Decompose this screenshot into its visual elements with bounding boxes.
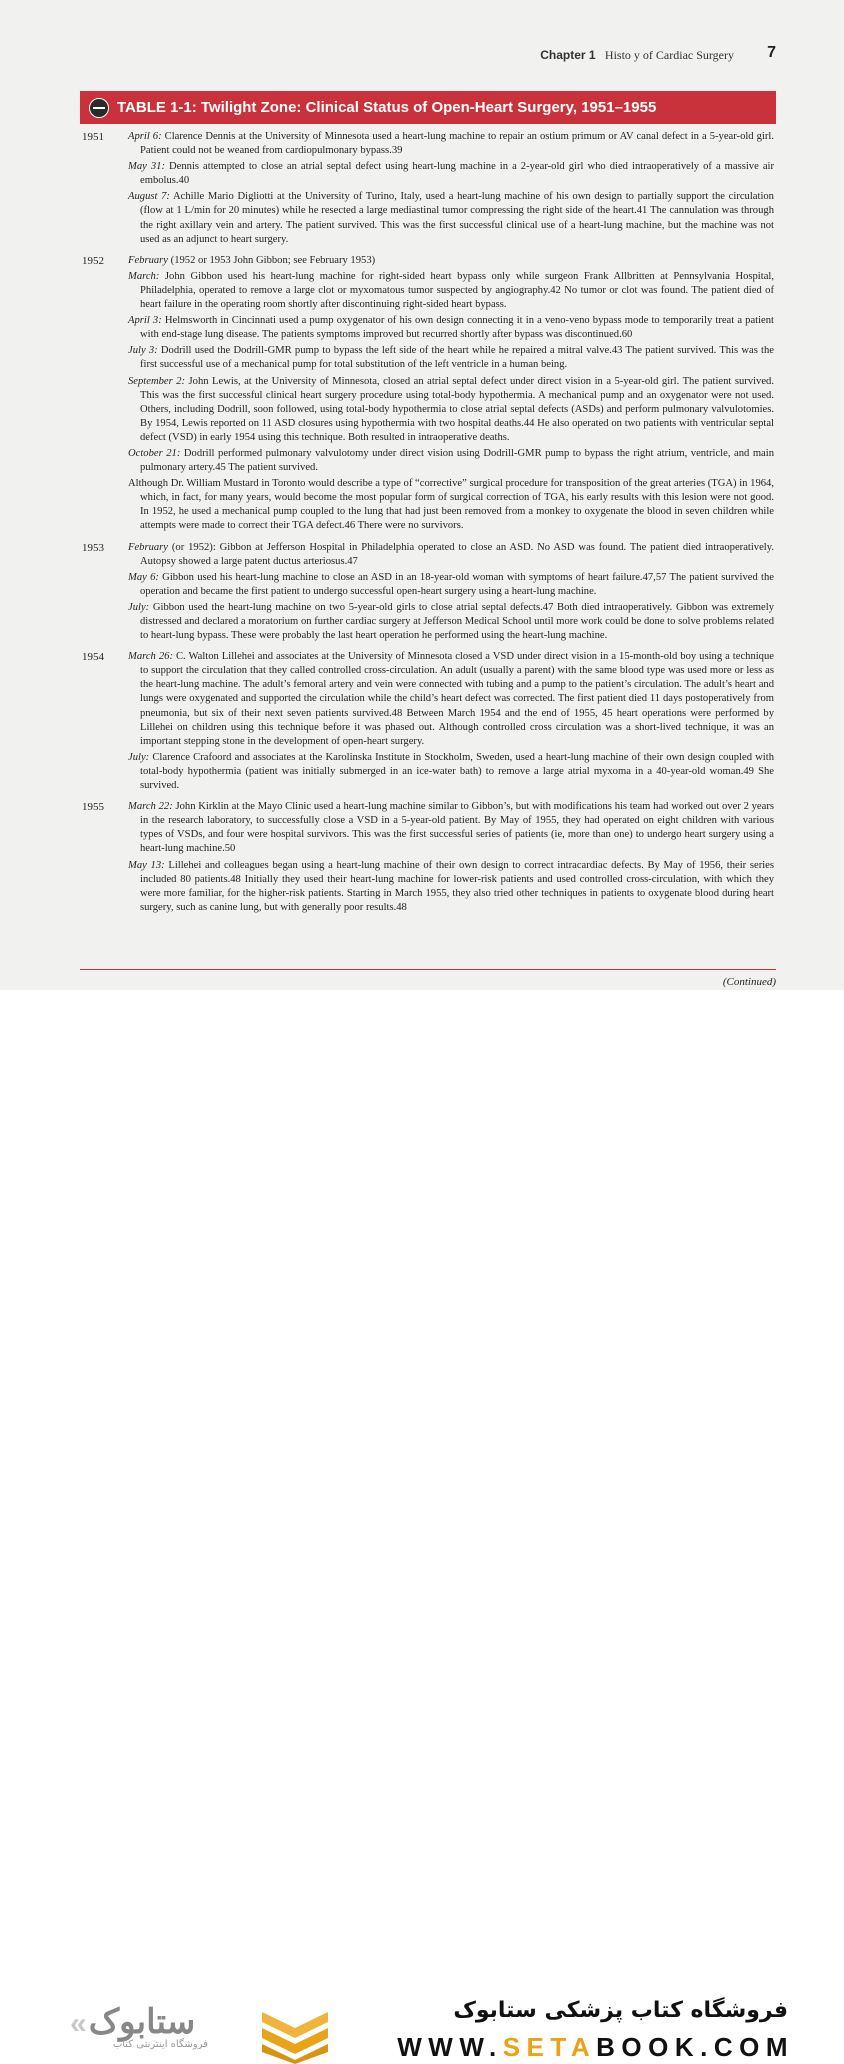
event-text: Dodrill used the Dodrill-GMR pump to bypass the left side of the heart while he repaired a mitral valve.43 The patient survived. This was the first successful use of a mechanical pump for total substitution of the left ventricle in a human being. [140,345,774,371]
event-text: Although Dr. William Mustard in Toronto would describe a type of “corrective” surgical procedure for transposition of the great arteries (TGA) in 1964, which, in fact, for many years, would become the most popular form of surgical correction of TGA, his early results with this lesion were not good. In 1952, he used a mechanical pump coupled to the lung that had just been removed from a monkey to oxygenate the blood in seven children while attempts were made to correct their TGA defect.46 There were no survivors. [128,478,774,532]
event-date: July 3: [128,345,158,357]
event-date: September 2: [128,375,186,387]
event-entry [128,571,774,599]
table-bottom-rule [80,969,776,970]
event-text: John Lewis, at the University of Minnesota, closed an atrial septal defect under direct vision in a 5-year-old girl. The patient survived. This was the first successful clinical heart surgery procedure using total-body hypothermia. A mechanical pump and an oxygenator were not used. Others, including Dodrill, soon followed, using total-body hypothermia to close atrial septal defects (ASDs) and perform pulmonary valvulotomies. By 1954, Lewis reported on 11 ASD closures using hypothermia with two hospital deaths.44 He also operated on two patients with ventricular septal defect (VSD) in early 1954 using this technique. Both resulted in intraoperative deaths. [140,375,774,443]
event-text: Gibbon used the heart-lung machine on two 5-year-old girls to close atrial septal defects.47 Both died intraoperatively. Gibbon was extremely distressed and declared a moratorium on further cardiac surgery at Jefferson Medical School until more work could be done to solve problems related to heart-lung bypass. These were probably the last heart operation he performed using the heart-lung machine. [140,601,774,642]
continued-label: (Continued) [722,976,776,988]
year-entries [128,541,774,646]
event-text: (or 1952): Gibbon at Jefferson Hospital in Philadelphia operated to close an ASD. No ASD was found. The patient died intraoperatively. Autopsy showed a large patent ductus arteriosus.47 [140,541,774,567]
table-badge-icon [89,98,109,118]
watermark-footer [0,990,844,2062]
event-entry [128,314,774,342]
event-date: April 6: [128,131,162,142]
year-row [80,254,774,536]
chapter-label: Chapter 1 [540,48,596,62]
year-row [80,130,774,249]
event-entry [128,254,774,268]
year-row [80,541,774,646]
year-label: 1953 [82,541,104,554]
event-text: Helmsworth in Cincinnati used a pump oxygenator of his own design connecting it in a veno-veno bypass mode to temporarily treat a patient with end-stage lung disease. The patients symptoms improved but recurred shortly after bypass was discontinued.60 [140,315,774,341]
event-date: May 13: [128,859,165,871]
year-label: 1954 [82,651,104,664]
event-text: C. Walton Lillehei and associates at the University of Minnesota closed a VSD under direct vision in a 15-month-old boy using a technique to support the circulation that they called controlled cross-circulation. An adult (usually a parent) with the same blood type was used more or less as the heart-lung machine. The adult’s femoral artery and vein were connected with tubing and a pump to the patient’s circulation. The adult’s heart and lungs were oxygenated and supported the circulation while the child’s heart defect was corrected. The first patient died 11 days postoperatively from pneumonia, but six of their next seven patients survived.48 Between March 1954 and the end of 1955, 45 heart operations were performed by Lillehei on children using this technique before it was phased out. Although controlled cross circulation was a short-lived technique, it was an important stepping stone in the development of open-heart surgery. [140,651,774,747]
double-chevron-icon: « [70,2007,87,2040]
event-date: July: [128,751,150,763]
event-date: August 7: [128,191,170,203]
event-text: Dennis attempted to close an atrial septal defect using heart-lung machine in a 2-year-old girl who died intraoperatively of a massive air embolus.40 [140,161,775,187]
logo-text: ستابوک [88,2003,196,2041]
event-text: Gibbon used his heart-lung machine to close an ASD in an 18-year-old woman with symptoms of heart failure.47,57 The patient survived the operation and became the first patient to undergo successful open-heart surgery using a heart-lung machine. [140,571,774,597]
event-text: John Gibbon used his heart-lung machine for right-sided heart bypass only while surgeon Frank Allbritten at Pennsylvania Hospital, Philadelphia, operated to remove a large clot or myxomatous tumor suspected by angiography.42 No tumor or clot was found. The patient died of heart failure in the operating room shortly after discontinuing right-sided heart bypass. [140,270,774,311]
event-entry [128,751,774,793]
event-text: Achille Mario Digliotti at the University of Turino, Italy, used a heart-lung machine of his own design to partially support the circulation (flow at 1 L/min for 20 minutes) while he resected a large mediastinal tumor compressing the right side of the heart.41 The cannulation was through the right axillary vein and artery. The patient survived. This was the first successful clinical use of a heart-lung machine, but the machine was not used as an adjunct to heart surgery. [140,191,774,245]
event-text: (1952 or 1953 John Gibbon; see February 1953) [168,254,376,266]
year-row [80,650,774,795]
event-date: October 21: [128,447,181,459]
event-text: Lillehei and colleagues began using a heart-lung machine of their own design to correct intracardiac defects. By May of 1956, their series included 80 patients.48 Initially they used their heart-lung machine for lower-risk patients and used controlled cross-circulation, with which they were more familiar, for the higher-risk patients. Starting in March 1955, they also tried other techniques in patients to oxygenate blood during heart surgery, such as canine lung, but with generally poor results.48 [140,859,774,913]
event-entry [128,650,774,749]
event-date: February [128,541,169,553]
event-entry [128,375,774,445]
table-title: TABLE 1-1: Twilight Zone: Clinical Status of Open-Heart Surgery, 1951–1955 [117,99,657,116]
event-entry [128,344,774,372]
event-entry [128,541,774,569]
event-entry [128,800,774,856]
event-text: Dodrill performed pulmonary valvulotomy under direct vision using Dodrill-GMR pump to bypass the right atrium, ventricle, and main pulmonary artery.45 The patient survived. [140,447,775,474]
event-date: April 3: [128,315,162,327]
year-entries [128,254,774,536]
section-label: Histo y of Cardiac Surgery [604,48,734,62]
event-text: Clarence Dennis at the University of Minnesota used a heart-lung machine to repair an ostium primum or AV canal defect in a 5-year-old girl. Patient could not be weaned from cardiopulmonary bypass.39 [140,131,774,157]
event-entry [128,270,774,312]
event-entry [128,601,774,643]
shop-name: فروشگاه کتاب پزشکی ستابوک [453,1998,788,2023]
event-date: March: [128,270,160,282]
book-page [0,0,844,990]
year-entries [128,800,774,917]
event-entry [128,190,774,246]
event-entry [128,859,774,915]
event-entry [128,160,774,188]
event-text: John Kirklin at the Mayo Clinic used a heart-lung machine similar to Gibbon’s, but with modifications his team had worked out over 2 years in the research laboratory, to successfully close a VSD in a 5-year-old patient. By May of 1955, they had operated on eight children with various types of VSDs, and four were hospital survivors. This was the first successful series of patients (ie, more than one) to undergo heart surgery using a heart-lung machine.50 [140,801,774,855]
table-body [80,130,774,922]
site-url[interactable]: WWW.SETABOOK.COM [397,2032,794,2062]
event-date: May 6: [128,571,159,583]
event-date: May 31: [128,161,165,173]
event-entry [128,477,774,533]
logo-tagline: فروشگاه اینترنتی کتاب [112,2039,208,2050]
event-text: Clarence Crafoord and associates at the Karolinska Institute in Stockholm, Sweden, used a heart-lung machine of their own design coupled with total-body hypothermia (patient was initially submerged in an ice-water bath) to remove a large atrial myxoma in a 40-year-old woman.49 She survived. [140,751,774,792]
page-number: 7 [767,44,776,61]
event-entry [128,447,774,475]
running-head [540,48,734,63]
event-date: February [128,254,169,266]
table-title-banner [80,91,776,124]
event-date: March 22: [128,801,173,813]
event-date: March 26: [128,651,173,663]
event-entry [128,130,774,158]
year-entries [128,650,774,795]
setabook-logo [70,2003,230,2059]
year-label: 1952 [82,254,104,267]
year-row [80,800,774,917]
year-label: 1951 [82,131,104,143]
year-label: 1955 [82,801,104,814]
chevron-stack-icon [260,2008,330,2064]
year-entries [128,130,774,249]
event-date: July: [128,601,150,613]
